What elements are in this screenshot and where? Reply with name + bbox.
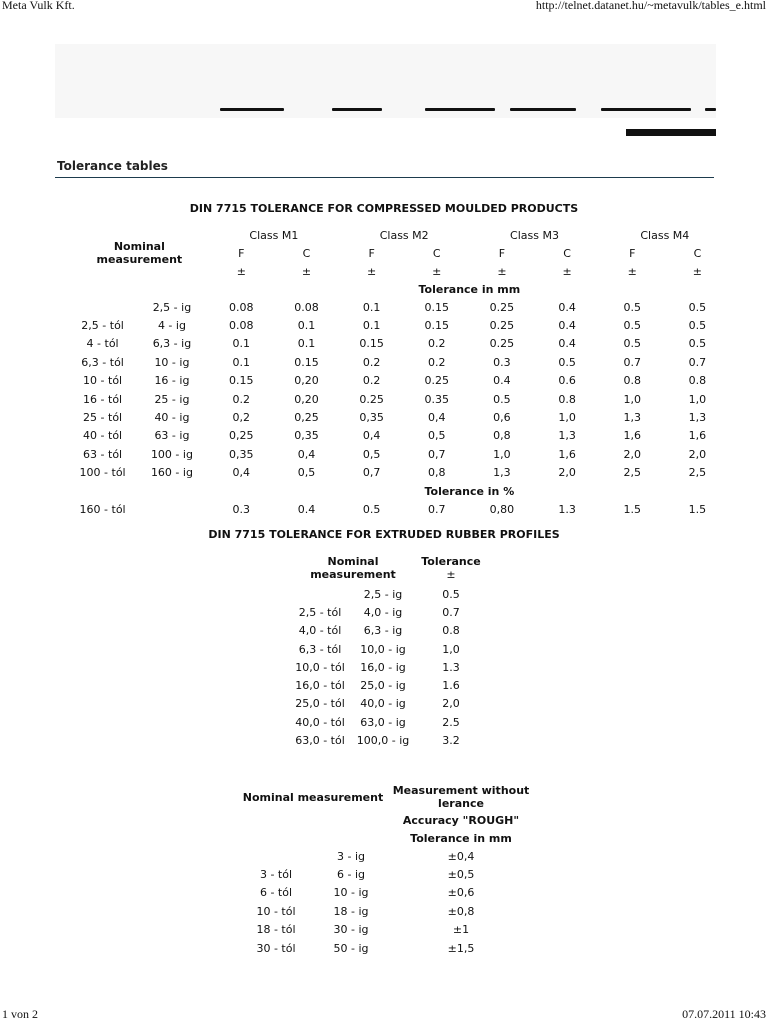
tolerance-cell: 0.25 [424,374,450,388]
compressed-moulded-table [70,226,730,519]
tolerance-cell: 1,6 [558,447,576,461]
range-from-cell: 160 - tól [79,502,126,516]
banner-accent-bar [626,129,716,136]
range-from-cell: 18 - tól [256,923,296,937]
tolerance-cell: 0.1 [297,319,316,333]
range-to-cell: 30 - ig [333,923,369,937]
range-from-cell: 4,0 - tól [298,624,342,638]
nav-item[interactable] [425,108,495,111]
tolerance-cell: 2,0 [558,466,576,480]
range-to-cell: 6,3 - ig [152,337,192,351]
range-to-cell: 6 - ig [337,868,365,882]
range-to-cell: 2,5 - ig [152,300,192,314]
range-to-cell: 3 - ig [337,849,365,863]
tolerance-cell: 2,0 [442,697,460,711]
range-from-cell: 40,0 - tól [295,715,345,729]
tolerance-cell: 2,5 [688,466,707,480]
tolerance-cell: 1.5 [623,502,641,516]
tolerance-cell: 0.8 [623,374,641,388]
range-to-cell: 100 - ig [150,447,193,461]
tolerance-cell: ±1 [452,923,470,937]
tolerance-cell: 1,3 [493,466,511,480]
tolerance-cell: 0.8 [442,624,460,638]
table3-mw-header: Measurement without lerance [392,784,530,810]
range-to-cell: 63,0 - ig [360,715,406,729]
tolerance-cell: 0,35 [294,429,319,443]
tolerance-cell: 0.08 [229,300,254,314]
pm-symbol: ± [367,264,377,278]
tolerance-cell: 0.5 [442,587,460,601]
table1-sub-header: F [629,246,636,260]
table1-unit-pct: Tolerance in % [424,484,515,498]
range-from-cell: 25 - tól [83,411,123,425]
range-to-cell: 40,0 - ig [360,697,406,711]
tolerance-cell: 0.1 [297,337,316,351]
range-to-cell: 63 - ig [154,429,190,443]
title-divider [55,177,714,178]
tolerance-cell: 0,5 [362,447,381,461]
tolerance-cell: 0.2 [362,374,381,388]
print-header-url: http://telnet.datanet.hu/~metavulk/tables_e.html [535,0,766,12]
range-to-cell: 10,0 - ig [360,642,406,656]
range-from-cell: 2,5 - tól [298,605,342,619]
range-to-cell [135,500,209,518]
tolerance-cell: 0.5 [688,337,707,351]
table-row [238,865,534,883]
tolerance-cell: 0,5 [428,429,446,443]
range-from-cell: 25,0 - tól [295,697,345,711]
table-row [238,902,534,920]
page-title: Tolerance tables [57,159,168,173]
table-row [70,335,730,353]
tolerance-cell: ±0,6 [447,886,475,900]
range-from-cell: 4 - tól [86,337,119,351]
tolerance-cell: 1,0 [623,392,641,406]
table3-unit-mm: Tolerance in mm [410,831,512,845]
tolerance-cell: 0,80 [489,502,515,516]
tolerance-cell: 1.3 [442,660,460,674]
table-row [238,884,534,902]
table-row [290,585,486,603]
table1-sub-header: C [302,246,311,260]
range-to-cell: 4 - ig [157,319,186,333]
tolerance-cell: 0.5 [493,392,511,406]
table-row [70,464,730,482]
table1-unit-mm: Tolerance in mm [418,282,521,296]
range-to-cell: 16 - ig [154,374,190,388]
range-to-cell: 25,0 - ig [360,679,406,693]
tolerance-cell: 0.08 [294,300,319,314]
table-row [290,676,486,694]
tolerance-cell: 2.5 [442,715,460,729]
pm-symbol: ± [562,264,572,278]
pm-symbol: ± [432,264,442,278]
range-to-cell: 50 - ig [333,941,369,955]
tolerance-cell: 0.2 [428,355,446,369]
print-header-title: Meta Vulk Kft. [2,0,75,12]
table1-class-header: Class M3 [510,228,559,242]
table1-class-header: Class M2 [379,228,429,242]
tolerance-cell: 0.7 [623,355,641,369]
tolerance-cell: 1.5 [688,502,707,516]
tolerance-cell: 0.3 [493,355,511,369]
tolerance-cell: 0.15 [359,337,384,351]
range-from-cell: 40 - tól [83,429,123,443]
tolerance-cell: 1,3 [558,429,576,443]
tolerance-cell: 2,5 [623,466,641,480]
tolerance-cell: 0.25 [359,392,384,406]
table-row [70,445,730,463]
tolerance-cell: 0,8 [428,466,446,480]
pm-symbol: ± [236,264,246,278]
tolerance-cell: 0.5 [558,355,576,369]
tolerance-cell: 1,3 [623,411,641,425]
tolerance-cell: 0.15 [294,355,319,369]
tolerance-cell: 1,0 [558,411,576,425]
tolerance-cell: 0,35 [229,447,254,461]
range-to-cell: 18 - ig [333,904,369,918]
tolerance-cell: 0.2 [232,392,251,406]
range-from-cell: 63,0 - tól [295,734,345,748]
tolerance-cell: 0.7 [428,502,446,516]
tolerance-cell: 0.4 [297,502,316,516]
range-from-cell: 3 - tól [259,868,293,882]
tolerance-cell: 1,0 [442,642,460,656]
tolerance-cell: 0.5 [623,300,641,314]
table1-sub-header: C [693,246,702,260]
tolerance-cell: 0,20 [294,374,319,388]
tolerance-cell: 0,7 [362,466,381,480]
site-banner [55,44,716,118]
page-number: 1 von 2 [2,1007,38,1021]
tolerance-cell: 0.15 [424,319,450,333]
cropped-nav-bar [55,108,716,118]
range-from-cell: 63 - tól [83,447,123,461]
tolerance-cell: 0,20 [294,392,319,406]
tolerance-cell: 0.2 [428,337,446,351]
nav-item[interactable] [601,108,691,111]
tolerance-cell: 3.2 [442,734,460,748]
rough-accuracy-table [238,783,534,957]
tolerance-cell: 0.35 [424,392,450,406]
range-to-cell: 10 - ig [154,355,190,369]
tolerance-cell: 0.8 [688,374,707,388]
pm-symbol: ± [497,264,507,278]
tolerance-cell: 1,6 [688,429,707,443]
table1-title: DIN 7715 TOLERANCE FOR COMPRESSED MOULDED PRODUCTS [189,202,579,215]
range-to-cell: 6,3 - ig [363,624,403,638]
print-header [0,0,768,14]
tolerance-cell: 0.08 [229,319,254,333]
tolerance-cell: 0.5 [688,319,707,333]
table3-accuracy: Accuracy "ROUGH" [402,813,520,827]
tolerance-cell: 1,0 [493,447,511,461]
range-to-cell: 10 - ig [333,886,369,900]
range-from-cell: 10 - tól [83,374,123,388]
tolerance-cell: 0,2 [232,411,251,425]
range-from-cell [238,847,314,865]
tolerance-cell: 1,6 [623,429,641,443]
range-to-cell: 4,0 - ig [363,605,403,619]
range-from-cell: 10 - tól [256,904,296,918]
table1-sub-header: F [368,246,375,260]
tolerance-cell: 0.25 [489,319,515,333]
tolerance-cell: ±1,5 [447,941,475,955]
print-datetime: 07.07.2011 10:43 [682,1007,766,1021]
table1-sub-header: F [238,246,245,260]
tolerance-cell: 0.25 [489,300,515,314]
tolerance-cell: 0.6 [558,374,576,388]
tolerance-cell: 0.3 [232,502,251,516]
range-to-cell: 100,0 - ig [356,734,410,748]
range-from-cell: 16,0 - tól [295,679,345,693]
range-from-cell: 16 - tól [83,392,123,406]
tolerance-cell: 0,25 [294,411,319,425]
table1-class-header: Class M4 [640,228,690,242]
table-row [290,622,486,640]
table-row [290,658,486,676]
table1-sub-header: C [432,246,441,260]
table2-nominal-header: Nominal measurement [310,555,396,581]
tolerance-cell: 0.15 [229,374,254,388]
range-from-cell [70,298,135,316]
range-to-cell: 160 - ig [150,466,193,480]
table2-tolerance-header: Tolerance ± [421,555,481,581]
tolerance-cell: ±0,8 [447,904,475,918]
tolerance-cell: 0.2 [362,355,381,369]
tolerance-cell: 0.5 [688,300,707,314]
tolerance-cell: 0.4 [558,337,576,351]
table-row [70,390,730,408]
tolerance-cell: 0,4 [297,447,316,461]
tolerance-cell: 0.1 [362,319,381,333]
tolerance-cell: 1,0 [688,392,707,406]
table1-nominal-header: Nominal measurement [96,240,183,266]
tolerance-cell: 0,5 [297,466,316,480]
nav-item[interactable] [705,108,716,111]
pm-symbol: ± [627,264,637,278]
range-to-cell: 2,5 - ig [363,587,403,601]
table2-title: DIN 7715 TOLERANCE FOR EXTRUDED RUBBER PROFILES [208,528,560,541]
range-from-cell: 6,3 - tól [298,642,342,656]
tolerance-cell: 0,8 [493,429,511,443]
range-to-cell: 16,0 - ig [360,660,406,674]
table-row [70,500,730,518]
table-row [238,847,534,865]
tolerance-cell: 0,25 [229,429,254,443]
print-footer [0,1007,768,1024]
extruded-profiles-table [290,555,486,750]
tolerance-cell: 2,0 [688,447,707,461]
tolerance-cell: 0,7 [428,447,446,461]
tolerance-cell: 0,6 [493,411,511,425]
table-row [70,372,730,390]
table-row [290,603,486,621]
tolerance-cell: 0.7 [442,605,460,619]
table-row [238,921,534,939]
range-from-cell: 30 - tól [256,941,296,955]
table-row [70,353,730,371]
table-row [290,695,486,713]
table-row [238,939,534,957]
tolerance-cell: 1.6 [442,679,460,693]
tolerance-cell: 0,35 [359,411,384,425]
tolerance-cell: 0.1 [232,355,251,369]
tolerance-cell: 0.25 [489,337,515,351]
range-from-cell: 2,5 - tól [81,319,124,333]
range-to-cell: 25 - ig [154,392,190,406]
table-row [70,408,730,426]
tolerance-cell: 0.7 [688,355,707,369]
tolerance-cell: 0.4 [493,374,511,388]
table-row [70,427,730,445]
table-row [290,713,486,731]
table1-sub-header: F [498,246,506,260]
tolerance-cell: 0,4 [428,411,446,425]
tolerance-cell: 1,3 [688,411,707,425]
nav-item[interactable] [220,108,284,111]
table-row [290,640,486,658]
tolerance-cell: 0,4 [362,429,381,443]
pm-symbol: ± [692,264,703,278]
table-row [290,731,486,749]
range-to-cell: 40 - ig [154,411,190,425]
range-from-cell: 100 - tól [79,466,126,480]
tolerance-cell: 0.5 [362,502,381,516]
tolerance-cell: 0.1 [362,300,381,314]
table-row [70,298,730,316]
range-from-cell: 10,0 - tól [295,660,345,674]
tolerance-cell: 0.8 [558,392,576,406]
tolerance-cell: 2,0 [623,447,641,461]
table1-sub-header: C [563,246,571,260]
tolerance-cell: ±0,5 [447,868,475,882]
tolerance-cell: 0.4 [558,300,576,314]
tolerance-cell: 0.1 [232,337,251,351]
tolerance-cell: 0.4 [558,319,576,333]
table-row [70,316,730,334]
table1-class-header: Class M1 [249,228,299,242]
table3-nominal-header: Nominal measurement [242,790,384,804]
range-from-cell [290,585,350,603]
tolerance-cell: 0.5 [623,319,641,333]
pm-symbol: ± [301,264,312,278]
tolerance-cell: ±0,4 [447,849,475,863]
range-from-cell: 6,3 - tól [81,355,124,369]
nav-item[interactable] [510,108,576,111]
tolerance-cell: 1.3 [558,502,576,516]
tolerance-cell: 0.5 [623,337,641,351]
nav-item[interactable] [332,108,382,111]
range-from-cell: 6 - tól [259,886,293,900]
tolerance-cell: 0,4 [232,466,251,480]
tolerance-cell: 0.15 [424,300,450,314]
